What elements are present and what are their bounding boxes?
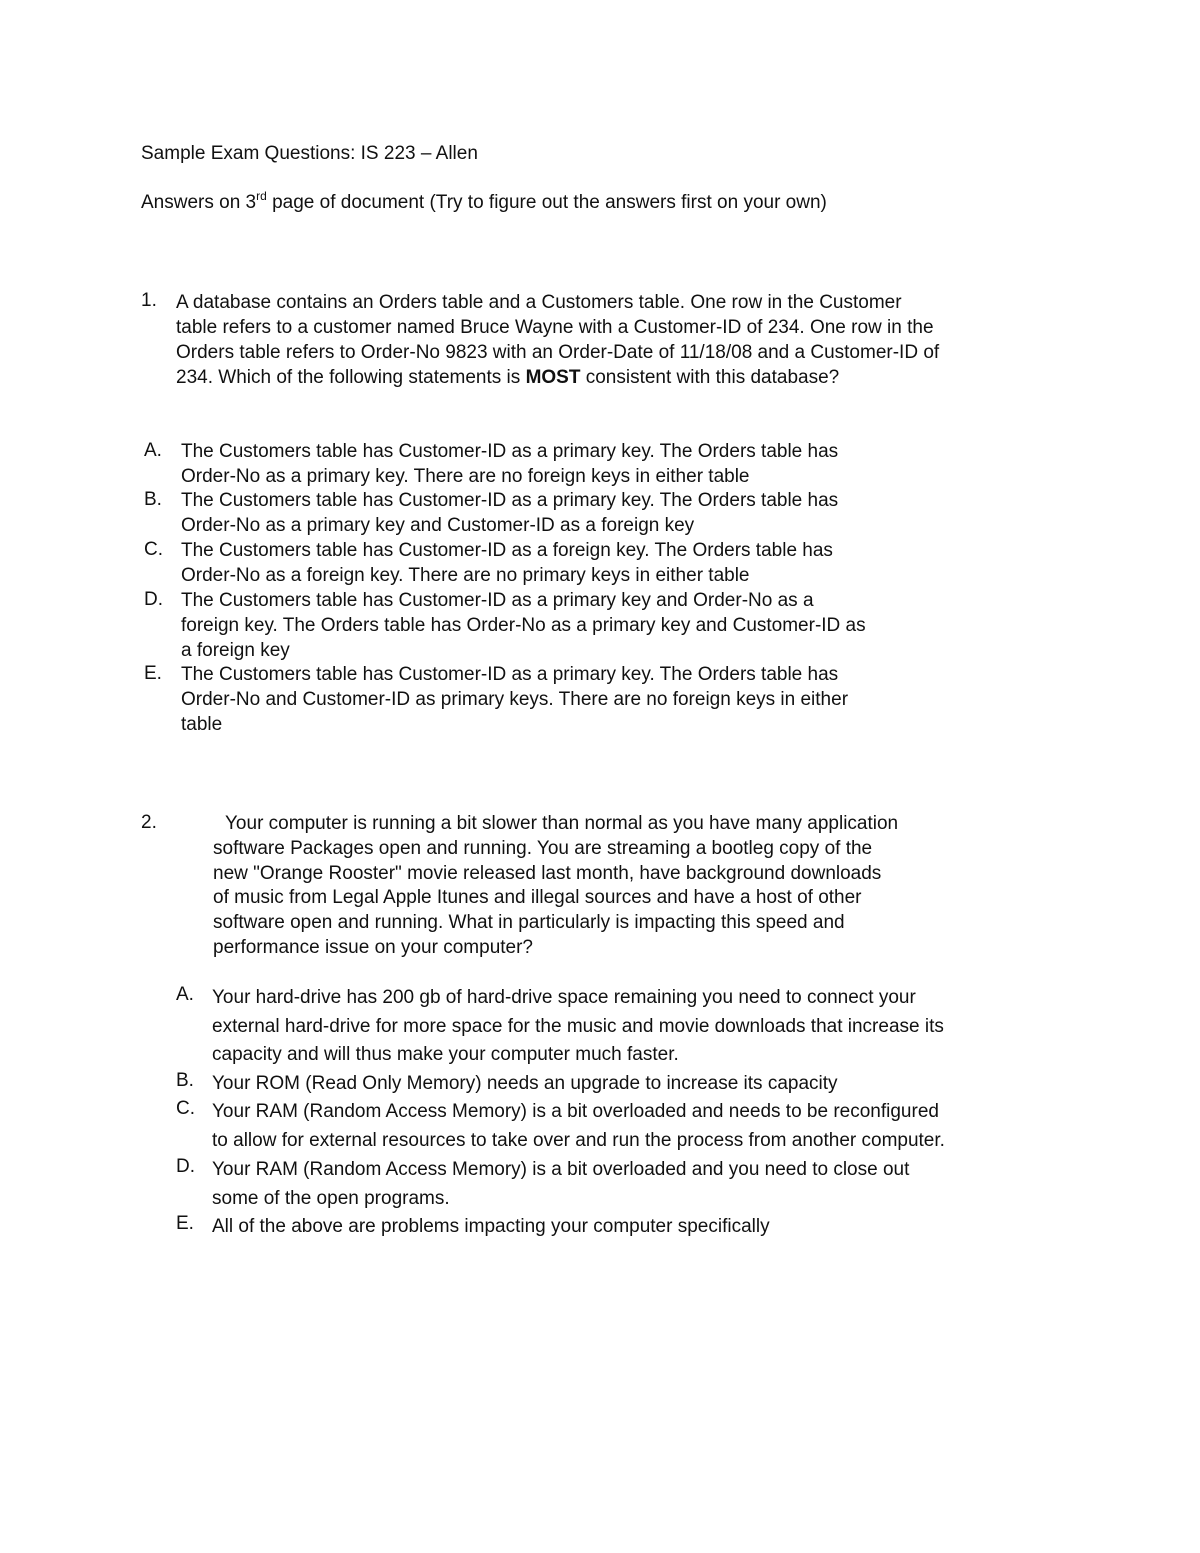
option-text [181, 440, 981, 490]
option-line: to allow for external resources to take over and run the process from another computer. [212, 1129, 945, 1151]
answers-note [141, 188, 827, 214]
option-letter: A. [144, 440, 162, 461]
option-text [181, 663, 981, 737]
question-2-line: performance issue on your computer? [213, 936, 533, 958]
question-2-number: 2. [141, 812, 157, 833]
option-text [212, 1156, 1062, 1213]
option-line: table [181, 713, 223, 735]
option-line: some of the open programs. [212, 1187, 450, 1209]
option-line: The Customers table has Customer-ID as a foreign key. The Orders table has [181, 540, 833, 561]
option-letter: D. [144, 589, 163, 610]
question-1-line4-pre: 234. Which of the following statements is [176, 367, 526, 388]
option-line: The Customers table has Customer-ID as a primary key. The Orders table has [181, 441, 839, 462]
option-line: Your hard-drive has 200 gb of hard-drive space remaining you need to connect your [212, 987, 916, 1008]
option-line: The Customers table has Customer-ID as a primary key. The Orders table has [181, 664, 839, 685]
option-line: Order-No as a primary key and Customer-ID as a foreign key [181, 514, 695, 536]
option-line: All of the above are problems impacting your computer specifically [212, 1216, 770, 1237]
answers-note-superscript: rd [256, 188, 267, 203]
document-title: Sample Exam Questions: IS 223 – Allen [141, 143, 478, 164]
option-line: external hard-drive for more space for the music and movie downloads that increase its [212, 1015, 944, 1037]
question-2-line: of music from Legal Apple Itunes and illegal sources and have a host of other [213, 887, 862, 909]
question-2-text [213, 812, 1013, 961]
option-line: a foreign key [181, 639, 290, 661]
question-2-line: new "Orange Rooster" movie released last month, have background downloads [213, 862, 882, 884]
option-line: foreign key. The Orders table has Order-No as a primary key and Customer-ID as [181, 614, 866, 636]
option-line: Your RAM (Random Access Memory) is a bit overloaded and needs to be reconfigured [212, 1101, 939, 1122]
question-1-line: Orders table refers to Order-No 9823 with an Order-Date of 11/18/08 and a Customer-ID of [176, 342, 940, 363]
option-letter: C. [176, 1098, 195, 1119]
option-text [212, 1098, 1062, 1155]
option-letter: B. [144, 489, 162, 510]
option-text [212, 984, 1062, 1070]
option-letter: C. [144, 539, 163, 560]
option-letter: E. [176, 1213, 194, 1234]
option-text [181, 489, 981, 539]
option-line: The Customers table has Customer-ID as a primary key. The Orders table has [181, 490, 839, 511]
option-text [181, 539, 981, 589]
option-line: Order-No and Customer-ID as primary keys. There are no foreign keys in either [181, 688, 849, 710]
option-letter: A. [176, 984, 194, 1005]
option-text [181, 589, 981, 663]
question-2-line: Your computer is running a bit slower than normal as you have many application [225, 813, 899, 834]
emphasis-most: MOST [525, 367, 581, 388]
option-line: Your RAM (Random Access Memory) is a bit overloaded and you need to close out [212, 1159, 910, 1180]
option-line: capacity and will thus make your computer much faster. [212, 1044, 679, 1065]
question-2-line: software open and running. What in particularly is impacting this speed and [213, 912, 845, 934]
option-letter: D. [176, 1156, 195, 1177]
option-line: Order-No as a primary key. There are no foreign keys in either table [181, 465, 750, 487]
question-1-line [176, 365, 1056, 390]
question-1-line4-post: consistent with this database? [580, 367, 840, 388]
question-1-text [176, 290, 1056, 390]
option-line: The Customers table has Customer-ID as a primary key and Order-No as a [181, 590, 814, 611]
question-2-line: software Packages open and running. You are streaming a bootleg copy of the [213, 837, 873, 859]
question-1-line: table refers to a customer named Bruce Wayne with a Customer-ID of 234. One row in the [176, 317, 934, 338]
option-letter: E. [144, 663, 162, 684]
answers-note-suffix: page of document (Try to figure out the answers first on your own) [266, 192, 827, 213]
option-text [212, 1070, 1062, 1099]
question-1-number: 1. [141, 290, 157, 311]
option-text [212, 1213, 1062, 1242]
option-line: Order-No as a foreign key. There are no primary keys in either table [181, 564, 750, 586]
option-line: Your ROM (Read Only Memory) needs an upgrade to increase its capacity [212, 1073, 838, 1094]
question-1-line: A database contains an Orders table and a Customers table. One row in the Customer [176, 292, 902, 313]
answers-note-prefix: Answers on 3 [141, 192, 257, 213]
option-letter: B. [176, 1070, 194, 1091]
